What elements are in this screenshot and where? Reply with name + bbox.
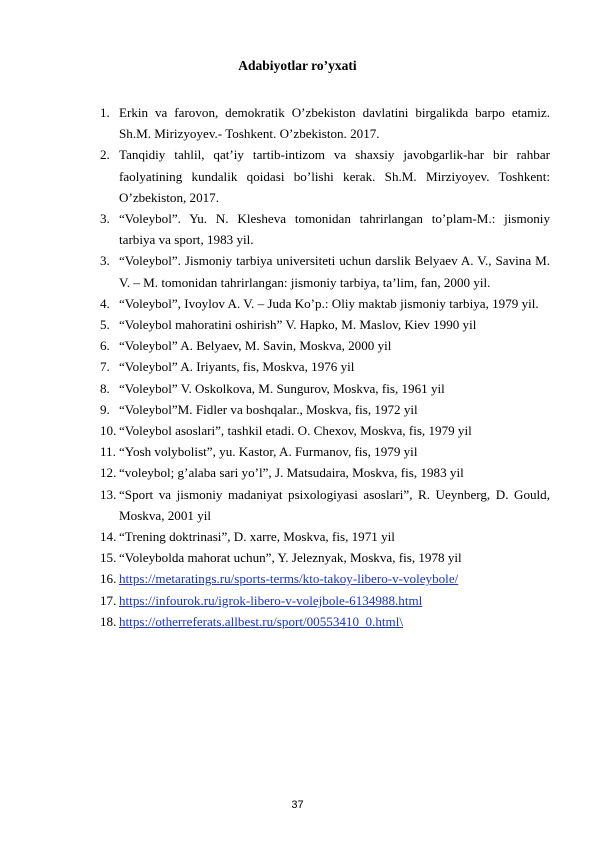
reference-item xyxy=(100,208,550,250)
reference-number: 3. xyxy=(100,211,110,227)
reference-item xyxy=(100,335,550,356)
reference-text: “Voleybol mahoratini oshirish” V. Hapko, M. Maslov, Kiev 1990 yil xyxy=(119,317,477,333)
reference-text: “Voleybol”. Jismoniy tarbiya universiteti uchun darslik Belyaev A. V., Savina M. V. – M. tomonidan tahrirlangan: jismoniy tarbiya, ta’lim, fan, 2000 yil. xyxy=(119,253,550,290)
reference-text: “Voleybol”, Ivoylov A. V. – Juda Ko’p.: Oliy maktab jismoniy tarbiya, 1979 yil. xyxy=(119,295,539,311)
reference-text: “Voleybol” A. Iriyants, fis, Moskva, 1976 yil xyxy=(119,359,355,375)
reference-item xyxy=(100,356,550,377)
reference-item xyxy=(100,102,550,144)
reference-text: “Voleybol” A. Belyaev, M. Savin, Moskva, 2000 yil xyxy=(119,338,392,354)
reference-item xyxy=(100,611,550,632)
reference-item xyxy=(100,314,550,335)
reference-number: 10. xyxy=(100,423,117,439)
reference-number: 16. xyxy=(100,571,117,587)
reference-number: 6. xyxy=(100,338,110,354)
reference-item xyxy=(100,484,550,526)
reference-item xyxy=(100,441,550,462)
reference-text: “Voleybol”M. Fidler va boshqalar., Moskva, fis, 1972 yil xyxy=(119,401,418,417)
reference-number: 4. xyxy=(100,295,110,311)
reference-number: 8. xyxy=(100,380,110,396)
reference-number: 12. xyxy=(100,465,117,481)
reference-number: 9. xyxy=(100,401,110,417)
reference-text: “Voleybolda mahorat uchun”, Y. Jeleznyak, Moskva, fis, 1978 yil xyxy=(119,550,462,566)
reference-link[interactable]: https://otherreferats.allbest.ru/sport/00553410_0.html\ xyxy=(119,613,404,629)
reference-item xyxy=(100,293,550,314)
reference-item xyxy=(100,399,550,420)
reference-item xyxy=(100,590,550,611)
reference-number: 18. xyxy=(100,613,117,629)
reference-text: “voleybol; g’alaba sari yo’l”, J. Matsudaira, Moskva, fis, 1983 yil xyxy=(119,465,464,481)
reference-number: 15. xyxy=(100,550,117,566)
page-number: 37 xyxy=(291,799,304,811)
reference-number: 11. xyxy=(100,444,116,460)
reference-list xyxy=(100,102,550,632)
reference-text: Erkin va farovon, demokratik O’zbekiston davlatini birgalikda barpo etamiz. Sh.M. Mirizyoyev.- Toshkent. O’zbekiston. 2017. xyxy=(119,105,550,142)
reference-item xyxy=(100,568,550,589)
reference-number: 13. xyxy=(100,486,117,502)
bibliography-title: Adabiyotlar ro’yxati xyxy=(238,58,357,73)
reference-number: 17. xyxy=(100,592,117,608)
reference-text: “Trening doktrinasi”, D. xarre, Moskva, fis, 1971 yil xyxy=(119,529,395,545)
reference-link[interactable]: https://infourok.ru/igrok-libero-v-volejbole-6134988.html xyxy=(119,592,423,608)
reference-text: “Voleybol asoslari”, tashkil etadi. O. Chexov, Moskva, fis, 1979 yil xyxy=(119,423,472,439)
reference-text: “Yosh volybolist”, yu. Kastor, A. Furmanov, fis, 1979 yil xyxy=(119,444,418,460)
reference-number: 2. xyxy=(100,147,110,163)
reference-text: “Voleybol”. Yu. N. Klesheva tomonidan tahrirlangan to’plam-M.: jismoniy tarbiya va sport, 1983 yil. xyxy=(119,211,550,248)
reference-item xyxy=(100,250,550,292)
reference-item xyxy=(100,378,550,399)
reference-number: 1. xyxy=(100,105,110,120)
reference-item xyxy=(100,547,550,568)
reference-number: 7. xyxy=(100,359,110,375)
reference-number: 14. xyxy=(100,529,117,545)
reference-link[interactable]: https://metaratings.ru/sports-terms/kto-takoy-libero-v-voleybole/ xyxy=(119,571,459,587)
reference-number: 5. xyxy=(100,317,110,333)
reference-text: “Sport va jismoniy madaniyat psixologiyasi asoslari”, R. Ueynberg, D. Gould, Moskva, 2001 yil xyxy=(119,486,550,523)
reference-item xyxy=(100,462,550,483)
reference-text: “Voleybol” V. Oskolkova, M. Sungurov, Moskva, fis, 1961 yil xyxy=(119,380,445,396)
reference-text: Tanqidiy tahlil, qat’iy tartib-intizom va shaxsiy javobgarlik-har bir rahbar faolyatining kundalik qoidasi bo’lishi kerak. Sh.M. Mirziyoyev. Toshkent: O’zbekiston, 2017. xyxy=(119,147,550,205)
reference-number: 3. xyxy=(100,253,110,269)
reference-item xyxy=(100,144,550,208)
reference-item xyxy=(100,526,550,547)
reference-item xyxy=(100,420,550,441)
